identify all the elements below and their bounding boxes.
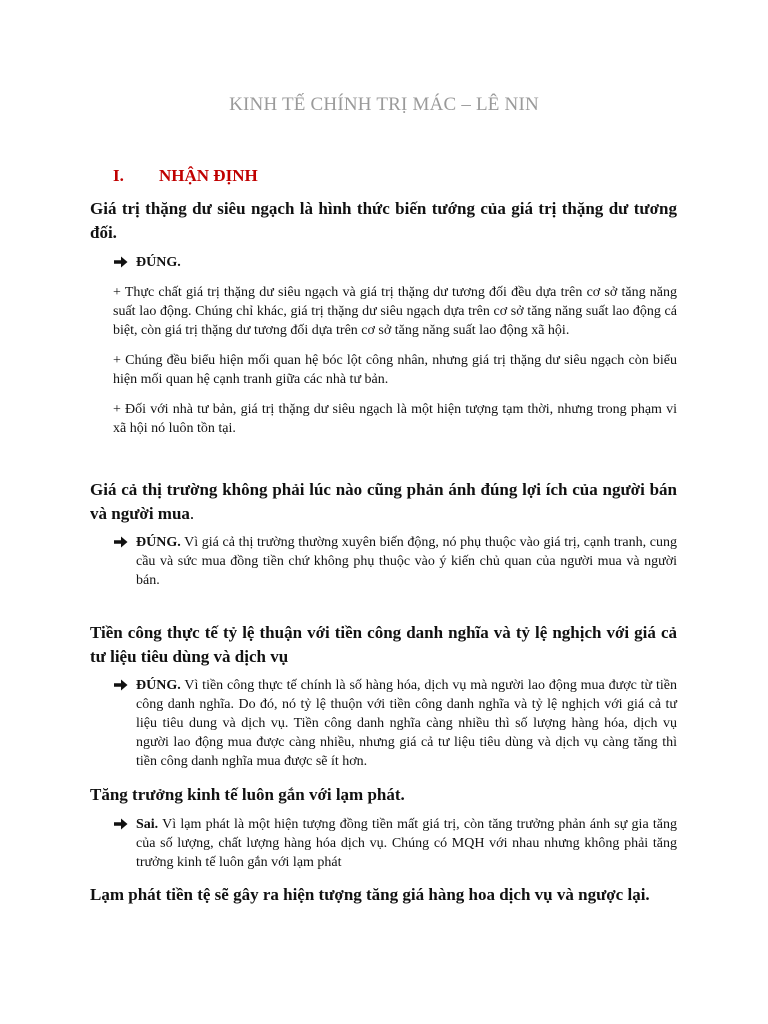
arrow-right-icon	[113, 816, 129, 832]
statement-4: Tăng trưởng kinh tế luôn gắn với lạm phát.	[90, 785, 405, 804]
section-number: I.	[113, 166, 124, 185]
note-1-2: + Chúng đều biểu hiện mối quan hệ bóc lột công nhân, nhưng giá trị thặng dư siêu ngạch còn biểu hiện mối quan hệ cạnh tranh giữa các nhà tư bản.	[113, 353, 677, 387]
section-label: NHẬN ĐỊNH	[159, 166, 258, 185]
statement-3: Tiền công thực tế tỷ lệ thuận với tiền công danh nghĩa và tỷ lệ nghịch với giá cả tư liệu tiêu dùng và dịch vụ	[90, 623, 677, 666]
answer-1	[113, 253, 677, 438]
verdict-row-2	[113, 533, 677, 590]
answer-2	[113, 533, 677, 590]
arrow-right-icon	[113, 254, 129, 270]
document-title: KINH TẾ CHÍNH TRỊ MÁC – LÊ NIN	[229, 94, 539, 115]
statement-5: Lạm phát tiền tệ sẽ gây ra hiện tượng tăng giá hàng hoa dịch vụ và ngược lại.	[90, 885, 650, 904]
answer-3	[113, 676, 677, 771]
note-1-3: + Đối với nhà tư bản, giá trị thặng dư siêu ngạch là một hiện tượng tạm thời, nhưng trong phạm vi xã hội nó luôn tồn tại.	[113, 402, 677, 436]
statement-2	[90, 478, 677, 526]
verdict-row-4	[113, 815, 677, 872]
verdict-4: Sai.	[136, 817, 159, 832]
note-1-1: + Thực chất giá trị thặng dư siêu ngạch và giá trị thặng dư tương đối đều dựa trên cơ sở tăng năng suất lao động. Chúng chỉ khác, giá trị thặng dư siêu ngạch dựa trên cơ sở tăng năng suất lao động cá biệt, còn giá trị thặng dư tương đối dựa trên cơ sở tăng năng suất lao động xã hội.	[113, 285, 677, 338]
statement-1: Giá trị thặng dư siêu ngạch là hình thức biến tướng của giá trị thặng dư tương đối.	[90, 199, 677, 242]
section-heading	[113, 166, 258, 186]
verdict-row-1	[113, 253, 677, 272]
explanation-3: Vì tiền công thực tế chính là số hàng hóa, dịch vụ mà người lao động mua được từ tiền công danh nghĩa. Do đó, nó tỷ lệ thuộn với tiền công danh nghĩa và tỷ lệ nghịch với giá cả tư liệu tiêu dung và dịch vụ. Tiền công danh nghĩa càng nhiều thì số lượng hàng hóa, dịch vụ người lao động mua được càng nhiều, nhưng giá cả tư liệu tiêu dùng và dịch vụ càng tăng thì tiền công danh nghĩa mua được sẽ ít hơn.	[136, 678, 677, 769]
explanation-4: Vì lạm phát là một hiện tượng đồng tiền mất giá trị, còn tăng trưởng phản ánh sự gia tăng của số lượng, chất lượng hàng hóa dịch vụ. Chúng có MQH với nhau nhưng không phải tăng trưởng kinh tế luôn gắn với lạm phát	[136, 817, 677, 870]
explanation-2: Vì giá cả thị trường thường xuyên biến động, nó phụ thuộc vào giá trị, cạnh tranh, cung cầu và sức mua đồng tiền chứ không phụ thuộc vào ý kiến chủ quan của người mua và người bán.	[136, 535, 677, 588]
statement-2-text: Giá cả thị trường không phải lúc nào cũng phản ánh đúng lợi ích của người bán và người mua	[90, 480, 677, 523]
verdict-3: ĐÚNG.	[136, 678, 181, 693]
arrow-right-icon	[113, 534, 129, 550]
arrow-right-icon	[113, 677, 129, 693]
statement-2-tail: .	[189, 504, 195, 523]
verdict-1: ĐÚNG.	[136, 255, 181, 270]
answer-4	[113, 815, 677, 872]
verdict-row-3	[113, 676, 677, 771]
verdict-2: ĐÚNG.	[136, 535, 181, 550]
